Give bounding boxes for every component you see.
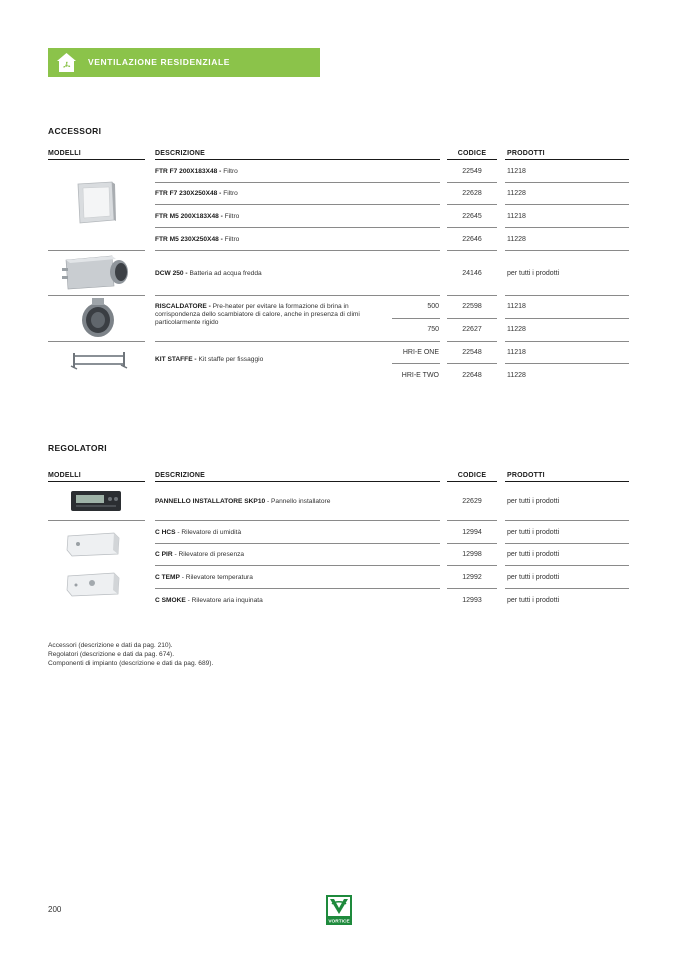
sensor-image (64, 530, 122, 558)
row-rule (505, 204, 629, 205)
row-product: 11218 (507, 213, 526, 220)
row-code: 22629 (462, 498, 482, 505)
row-rule (392, 363, 440, 364)
row-rule (505, 363, 629, 364)
accessori-title: ACCESSORI (48, 126, 102, 136)
row-product: 11228 (507, 190, 526, 197)
row-rule (447, 543, 497, 544)
row-rule (155, 182, 440, 183)
row-product: 11228 (507, 236, 526, 243)
row-code: 22646 (462, 236, 482, 243)
row-rule (505, 543, 629, 544)
vortice-logo-icon (326, 895, 352, 925)
row-desc: C HCS - Rilevatore di umidità (155, 529, 242, 536)
control-panel-image (70, 489, 122, 513)
row-variant: 500 (427, 303, 439, 310)
row-product: 11228 (507, 372, 526, 379)
row-desc: C SMOKE - Rilevatore aria inquinata (155, 597, 263, 604)
row-code: 22645 (462, 213, 482, 220)
row-rule (505, 182, 629, 183)
row-code: 12994 (462, 529, 482, 536)
row-rule (447, 318, 497, 319)
note-line: Regolatori (descrizione e dati da pag. 674). (48, 651, 175, 659)
row-desc: FTR M5 230X250X48 - Filtro (155, 236, 240, 243)
banner-title: VENTILAZIONE RESIDENZIALE (88, 57, 231, 67)
water-coil-image (62, 254, 132, 292)
row-rule (447, 565, 497, 566)
row-code: 22549 (462, 168, 482, 175)
row-code: 12993 (462, 597, 482, 604)
row-rule (505, 295, 629, 296)
col-modelli: MODELLI (48, 472, 81, 479)
row-code: 12998 (462, 551, 482, 558)
col-prodotti: PRODOTTI (507, 472, 545, 479)
preheater-image (78, 298, 118, 340)
col-modelli: MODELLI (48, 150, 81, 157)
header-rule (48, 159, 145, 160)
row-variant: 750 (427, 326, 439, 333)
row-variant: HRI-E ONE (402, 349, 439, 356)
row-product: per tutti i prodotti (507, 574, 560, 581)
row-desc: KIT STAFFE - Kit staffe per fissaggio (155, 356, 264, 363)
row-code: 22548 (462, 349, 482, 356)
row-desc: PANNELLO INSTALLATORE SKP10 - Pannello installatore (155, 498, 331, 505)
row-product: 11218 (507, 303, 526, 310)
row-rule (155, 588, 440, 589)
sensor-image (64, 570, 122, 598)
row-rule (447, 250, 497, 251)
row-rule (155, 341, 440, 342)
row-rule (447, 182, 497, 183)
header-rule (48, 481, 145, 482)
row-rule (505, 588, 629, 589)
row-code: 22628 (462, 190, 482, 197)
row-code: 22598 (462, 303, 482, 310)
row-rule (505, 565, 629, 566)
row-product: 11218 (507, 168, 526, 175)
row-desc: DCW 250 - Batteria ad acqua fredda (155, 270, 262, 277)
row-desc: C TEMP - Rilevatore temperatura (155, 574, 253, 581)
row-product: per tutti i prodotti (507, 270, 560, 277)
row-rule (505, 341, 629, 342)
col-descrizione: DESCRIZIONE (155, 150, 206, 157)
row-rule (48, 520, 145, 521)
row-desc: FTR M5 200X183X48 - Filtro (155, 213, 240, 220)
row-product: 11218 (507, 349, 526, 356)
page-number: 200 (48, 905, 62, 914)
header-rule (155, 481, 440, 482)
row-desc: FTR F7 200X183X48 - Filtro (155, 168, 238, 175)
row-rule (505, 318, 629, 319)
row-rule (392, 318, 440, 319)
row-rule (48, 341, 145, 342)
col-prodotti: PRODOTTI (507, 150, 545, 157)
row-desc: FTR F7 230X250X48 - Filtro (155, 190, 238, 197)
header-rule (447, 481, 497, 482)
header-rule (505, 481, 629, 482)
row-rule (447, 204, 497, 205)
notes (48, 641, 213, 669)
row-code: 22627 (462, 326, 482, 333)
row-rule (447, 341, 497, 342)
section-banner (48, 48, 320, 77)
col-codice: CODICE (457, 150, 487, 157)
svg-text:VORTICE: VORTICE (328, 919, 350, 925)
row-variant: HRI-E TWO (401, 372, 439, 379)
row-desc: C PIR - Rilevatore di presenza (155, 551, 245, 558)
row-rule (505, 250, 629, 251)
row-desc: RISCALDATORE - Pre-heater per evitare la formazione di brina in corrispondenza dello scambiatore di calore, anche in presenza di climi particolarmente rigido (155, 303, 360, 326)
row-rule (48, 250, 145, 251)
house-fan-icon (56, 52, 77, 73)
row-code: 12992 (462, 574, 482, 581)
note-line: Accessori (descrizione e dati da pag. 210). (48, 642, 173, 649)
row-rule (447, 588, 497, 589)
row-rule (447, 363, 497, 364)
row-rule (155, 250, 440, 251)
row-rule (505, 520, 629, 521)
header-rule (447, 159, 497, 160)
row-rule (155, 565, 440, 566)
row-rule (155, 227, 440, 228)
row-product: per tutti i prodotti (507, 551, 560, 558)
row-rule (447, 520, 497, 521)
regolatori-title: REGOLATORI (48, 443, 107, 453)
row-rule (155, 295, 440, 296)
row-rule (155, 543, 440, 544)
header-rule (505, 159, 629, 160)
row-product: per tutti i prodotti (507, 597, 560, 604)
row-rule (155, 520, 440, 521)
row-product: per tutti i prodotti (507, 498, 560, 505)
row-rule (48, 295, 145, 296)
note-line: Componenti di impianto (descrizione e dati da pag. 689). (48, 660, 214, 668)
row-rule (447, 295, 497, 296)
header-rule (155, 159, 440, 160)
row-product: 11228 (507, 326, 526, 333)
filter-image (76, 180, 116, 225)
row-rule (505, 227, 629, 228)
row-rule (447, 227, 497, 228)
row-rule (155, 204, 440, 205)
col-codice: CODICE (457, 472, 487, 479)
row-code: 24146 (462, 270, 482, 277)
col-descrizione: DESCRIZIONE (155, 472, 206, 479)
row-product: per tutti i prodotti (507, 529, 560, 536)
brackets-image (70, 350, 128, 370)
row-code: 22648 (462, 372, 482, 379)
